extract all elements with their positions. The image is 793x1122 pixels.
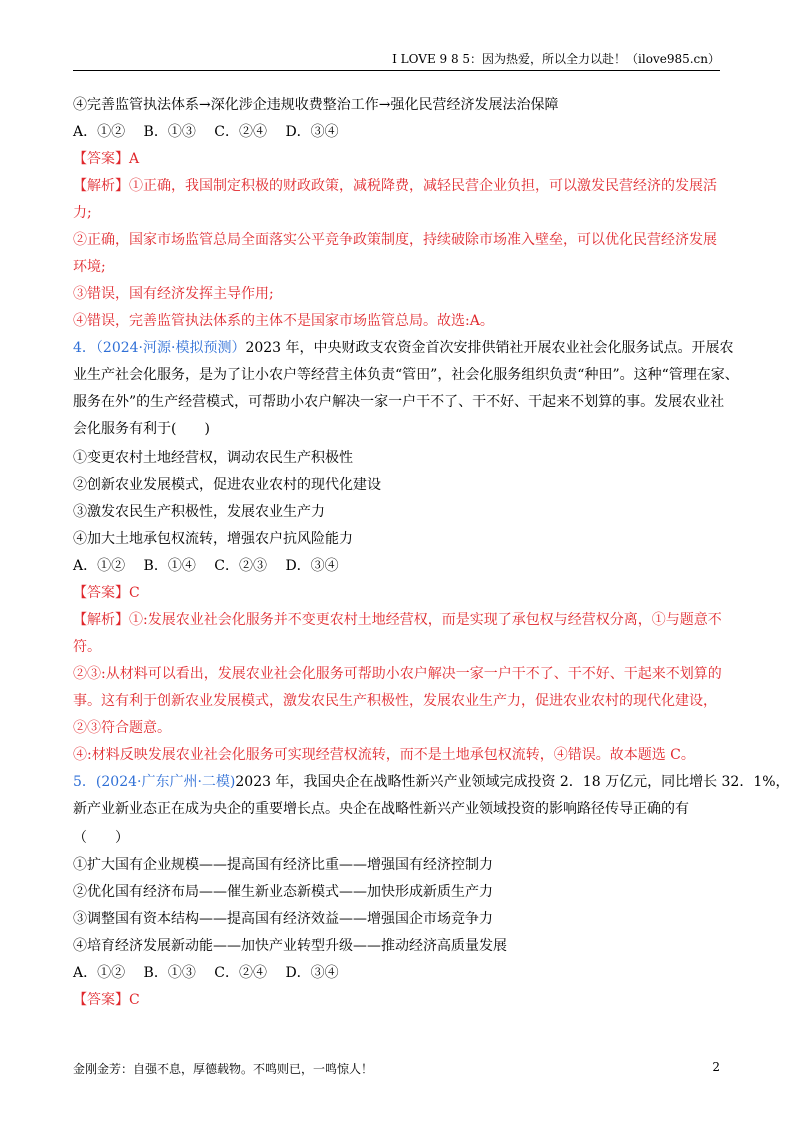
q4-stem-line: 服务在外”的生产经营模式，可帮助小农户解决一家一户干不了、干不好、干起来不划算的事。发展农业社: [73, 394, 725, 410]
q4-analysis-line: ②③:从材料可以看出，发展农业社会化服务可帮助小农户解决一家一户干不了、干不好、干起来不划算的: [73, 666, 722, 682]
q3-analysis-line: 力;: [73, 205, 92, 221]
q3-answer: 【答案】A: [73, 151, 140, 167]
q4-option-1: ①变更农村土地经营权，调动农民生产积极性: [73, 450, 353, 466]
q4-stem-first-line: [73, 339, 734, 357]
q3-analysis-line: 【解析】①正确，我国制定积极的财政政策，减税降费，减轻民营企业负担，可以激发民营经济的发展活: [73, 178, 717, 194]
header-rule: [73, 70, 720, 71]
q5-option-1: ①扩大国有企业规模——提高国有经济比重——增强国有经济控制力: [73, 857, 493, 873]
q5-stem-line: （ ）: [73, 830, 129, 846]
q5-stem-text: 2023 年，我国央企在战略性新兴产业领域完成投资 2．18 万亿元，同比增长 32．1%，: [235, 774, 790, 790]
q5-option-4: ④培育经济发展新动能——加快产业转型升级——推动经济高质量发展: [73, 938, 507, 954]
q3-analysis-line: 环境;: [73, 259, 106, 275]
q4-option-2: ②创新农业发展模式，促进农业农村的现代化建设: [73, 477, 381, 493]
q5-number: 5．: [73, 774, 96, 790]
q4-analysis-line: 符。: [73, 639, 101, 655]
q5-answer: 【答案】C: [73, 992, 140, 1008]
q4-analysis-line: 事。这有利于创新农业发展模式，激发农民生产积极性，发展农业生产力，促进农业农村的现代化建设，: [73, 693, 717, 709]
q4-analysis-line: 【解析】①:发展农业社会化服务并不变更农村土地经营权，而是实现了承包权与经营权分离，①与题意不: [73, 612, 722, 628]
q5-source: (2024·广东广州·二模): [95, 774, 236, 790]
page-number: 2: [712, 1060, 720, 1074]
q4-number: 4．: [73, 340, 96, 356]
q4-stem-line: 会化服务有利于( ): [73, 421, 210, 437]
q4-answer: 【答案】C: [73, 585, 140, 601]
q4-option-3: ③激发农民生产积极性，发展农业生产力: [73, 504, 325, 520]
q4-stem-line: 业生产社会化服务，是为了让小农户等经营主体负责“管田”，社会化服务组织负责“种田”。这种“管理在家、: [73, 367, 739, 383]
q4-analysis-line: ②③符合题意。: [73, 720, 171, 736]
q4-analysis-line: ④:材料反映发展农业社会化服务可实现经营权流转，而不是土地承包权流转，④错误。故本题选 C。: [73, 747, 695, 763]
q4-option-4: ④加大土地承包权流转，增强农户抗风险能力: [73, 531, 353, 547]
q5-option-3: ③调整国有资本结构——提高国有经济效益——增强国企市场竞争力: [73, 911, 493, 927]
q4-choices: A．①② B．①④ C．②③ D．③④: [73, 558, 339, 574]
q5-option-2: ②优化国有经济布局——催生新业态新模式——加快形成新质生产力: [73, 884, 493, 900]
q5-choices: A．①② B．①③ C．②④ D．③④: [73, 965, 339, 981]
q3-analysis-line: ②正确，国家市场监管总局全面落实公平竞争政策制度，持续破除市场准入壁垒，可以优化民营经济发展: [73, 232, 717, 248]
q4-source: （2024·河源·模拟预测）: [95, 340, 246, 356]
q5-stem-first-line: [73, 773, 790, 791]
page-header: I LOVE 9 8 5：因为热爱，所以全力以赴！（ilove985.cn）: [392, 52, 720, 66]
q3-option-4: ④完善监管执法体系→深化涉企违规收费整治工作→强化民营经济发展法治保障: [73, 97, 559, 113]
q5-stem-line: 新产业新业态正在成为央企的重要增长点。央企在战略性新兴产业领域投资的影响路径传导正确的有: [73, 801, 689, 817]
footer-motto: 金刚金芳：自强不息，厚德载物。不鸣则已，一鸣惊人！: [73, 1062, 374, 1076]
q3-analysis-line: ④错误，完善监管执法体系的主体不是国家市场监管总局。故选:A。: [73, 313, 494, 329]
q3-choices: A．①② B．①③ C．②④ D．③④: [73, 124, 339, 140]
q3-analysis-line: ③错误，国有经济发挥主导作用;: [73, 286, 274, 302]
q4-stem-text: 2023 年，中央财政支农资金首次安排供销社开展农业社会化服务试点。开展农: [245, 340, 734, 356]
